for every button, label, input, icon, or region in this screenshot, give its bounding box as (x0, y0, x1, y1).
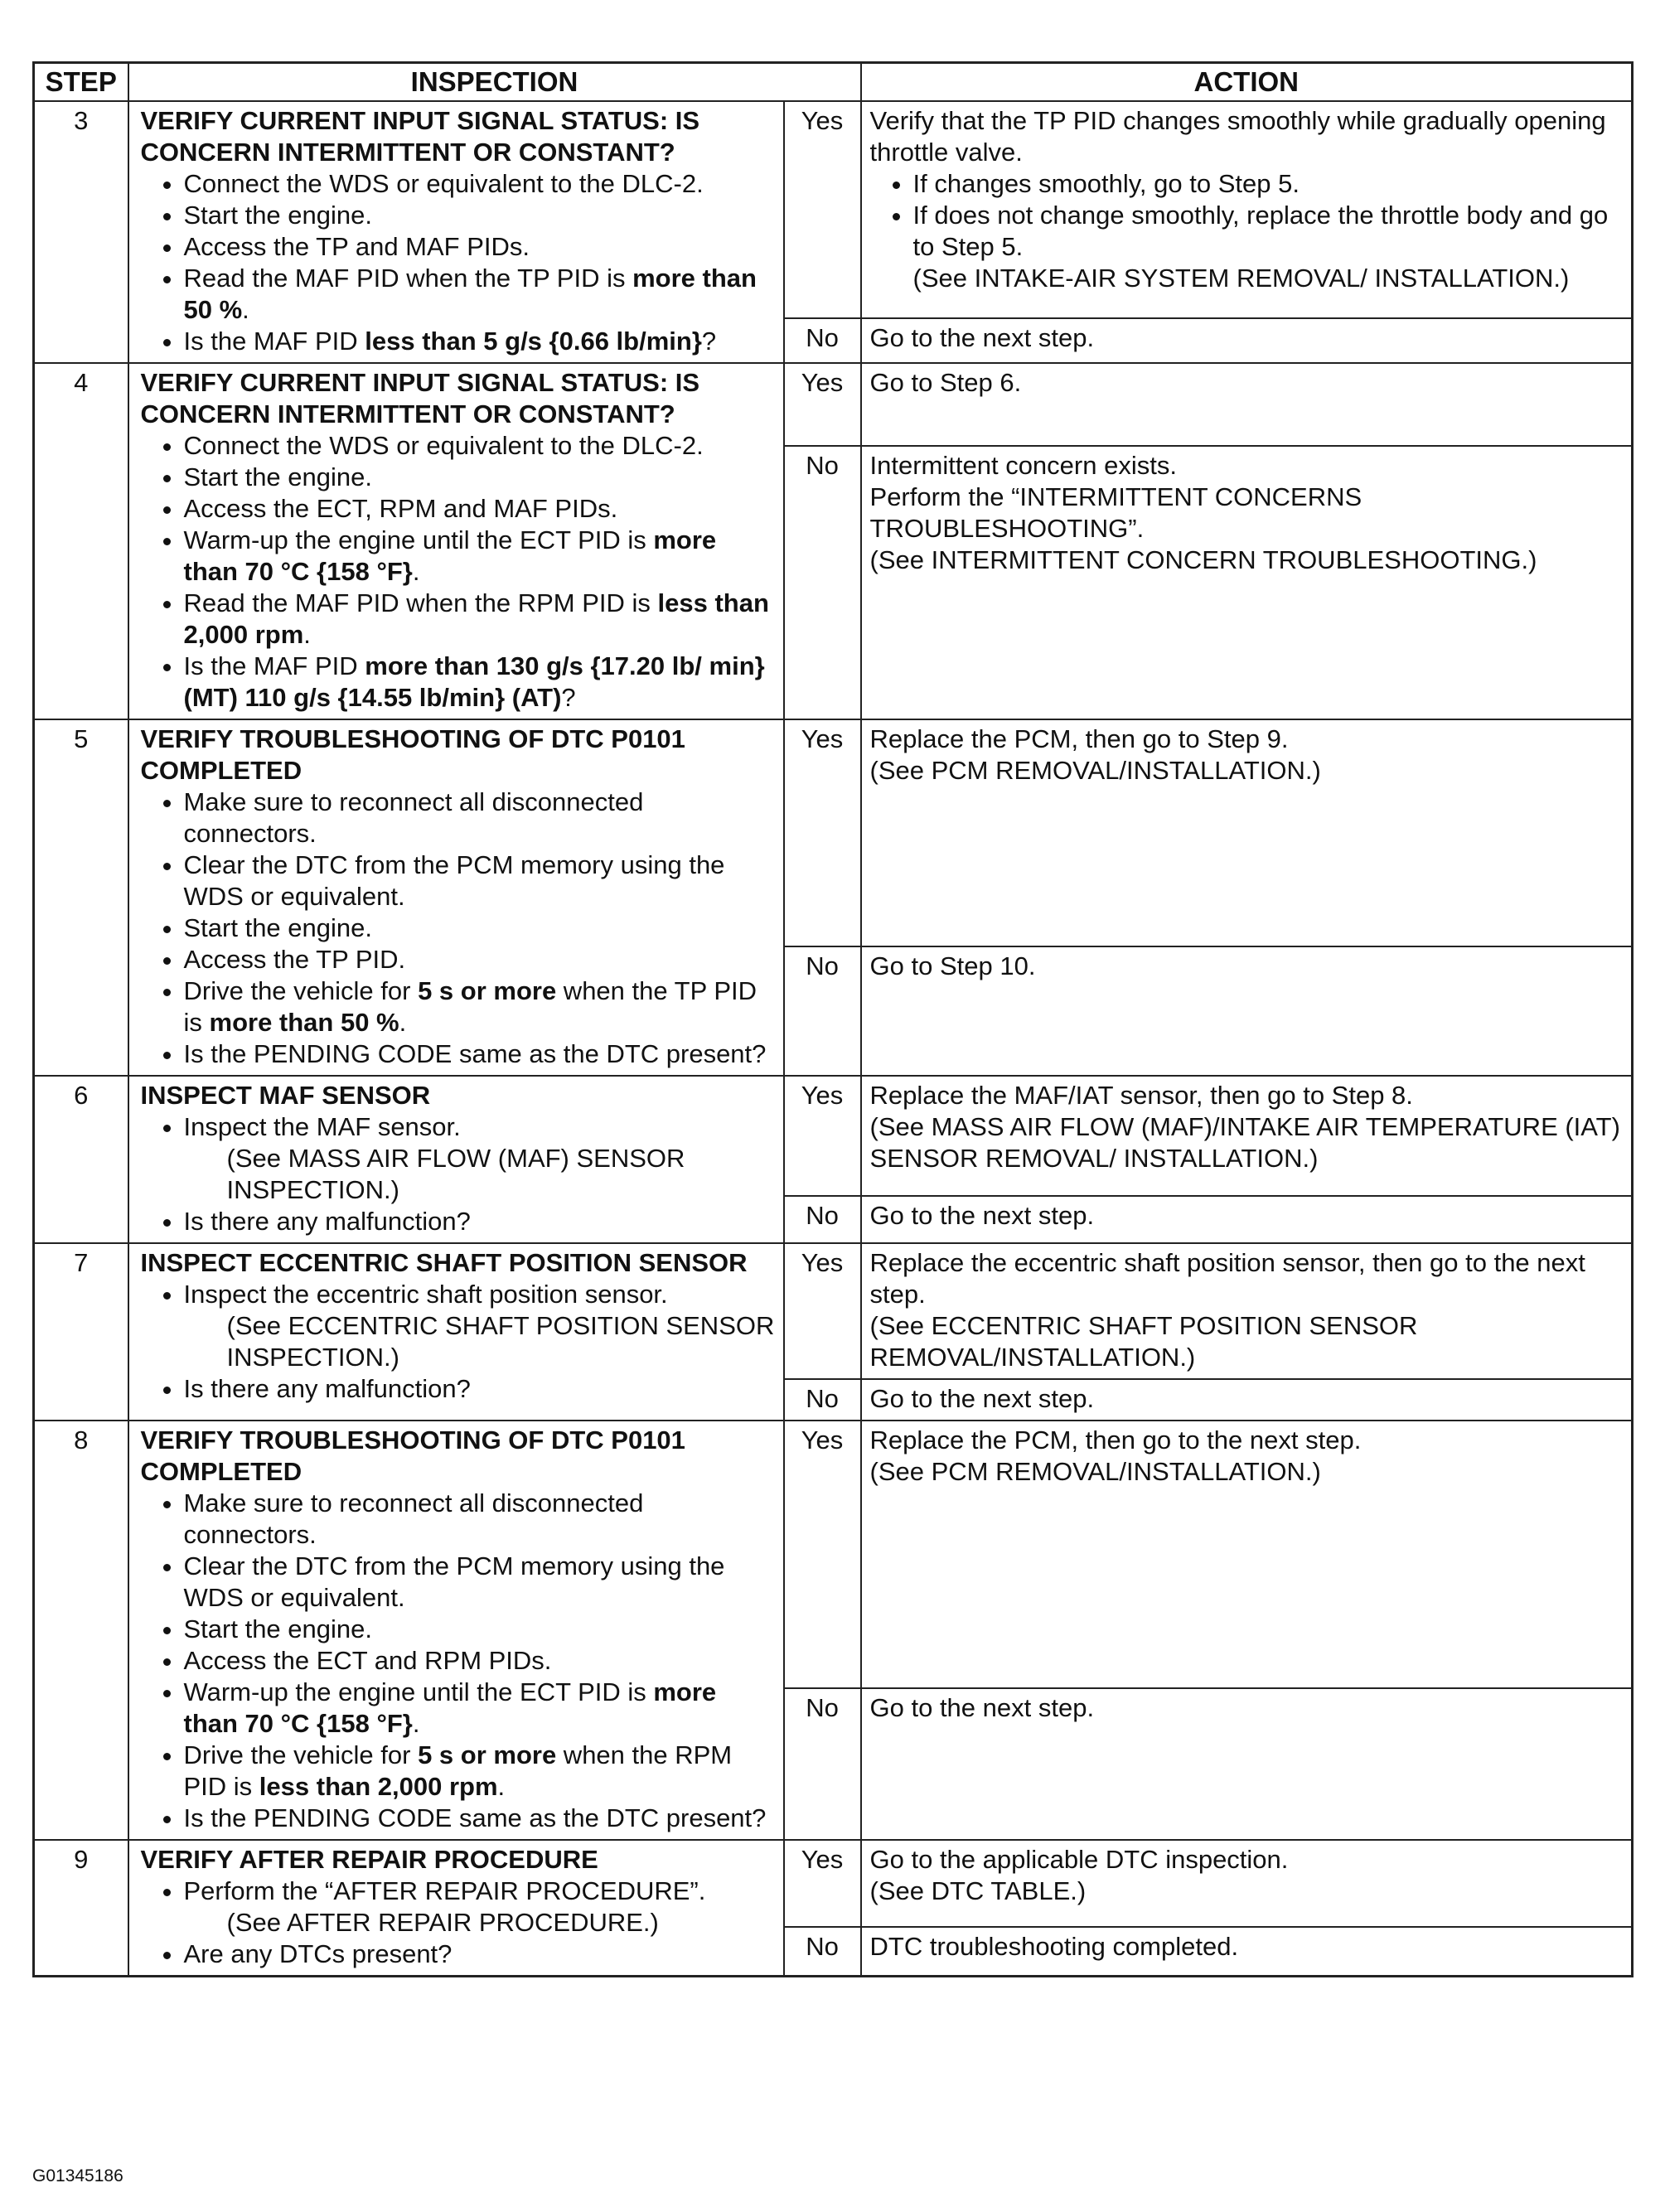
bullet-text: Access the TP PID. (183, 945, 406, 974)
bullet-text: Read the MAF PID when the RPM PID is (183, 588, 658, 617)
bullet-text: Is there any malfunction? (183, 1207, 471, 1236)
bullet-text: ? (561, 683, 576, 712)
inspection-bullet (184, 1677, 775, 1740)
table-row (34, 1243, 1633, 1379)
table-row (34, 1840, 1633, 1927)
action-cell (861, 1421, 1633, 1688)
action-text: Replace the eccentric shaft position sensor, then go to the next step. (869, 1248, 1585, 1309)
table-row (34, 1076, 1633, 1196)
inspection-bullets (141, 1876, 775, 1970)
inspection-cell (128, 1421, 784, 1840)
inspection-bullet (184, 525, 775, 588)
inspection-bullet (184, 326, 775, 357)
action-text: Verify that the TP PID changes smoothly while gradually opening throttle valve. (869, 106, 1606, 167)
bullet-bold-text: less than 2,000 rpm (183, 588, 769, 649)
bullet-text: Inspect the eccentric shaft position sensor. (183, 1280, 668, 1309)
bullet-text: ? (701, 327, 717, 356)
result-label: No (784, 446, 861, 719)
inspection-bullet (184, 944, 775, 975)
inspection-bullet (184, 912, 775, 944)
inspection-bullet (184, 430, 775, 462)
inspection-bullet (184, 1740, 775, 1803)
figure-caption: G01345186 (32, 2166, 123, 2185)
bullet-text: Access the ECT and RPM PIDs. (183, 1646, 552, 1675)
step-header: STEP (34, 63, 128, 102)
result-label: No (784, 318, 861, 363)
inspection-bullet (184, 588, 775, 651)
action-header: ACTION (861, 63, 1633, 102)
result-label: No (784, 1379, 861, 1421)
action-cell (861, 1243, 1633, 1379)
result-label: No (784, 1196, 861, 1243)
action-bullet: • If does not change smoothly, replace the throttle body and go to Step 5. (913, 200, 1624, 263)
bullet-text: Start the engine. (183, 1614, 372, 1643)
bullet-text: Drive the vehicle for (183, 1740, 419, 1769)
inspection-bullet (184, 263, 775, 326)
inspection-bullets (141, 168, 775, 357)
bullet-bold-text: 5 s or more (418, 1740, 557, 1769)
inspection-cell (128, 363, 784, 719)
action-text: Perform the “INTERMITTENT CONCERNS TROUBLESHOOTING”. (869, 482, 1362, 544)
action-cell (861, 1927, 1633, 1977)
bullet-text: . (412, 1709, 420, 1738)
bullet-text: . (399, 1008, 407, 1037)
inspection-bullet (184, 1488, 775, 1551)
action-text: (See MASS AIR FLOW (MAF)/INTAKE AIR TEMPERATURE (IAT) SENSOR REMOVAL/ INSTALLATION.) (869, 1112, 1620, 1173)
action-cell (861, 1840, 1633, 1927)
result-label: Yes (784, 1243, 861, 1379)
bullet-text: Clear the DTC from the PCM memory using the WDS or equivalent. (183, 850, 725, 911)
action-bullet: • If changes smoothly, go to Step 5. (913, 168, 1624, 200)
action-text: (See DTC TABLE.) (869, 1876, 1087, 1905)
inspection-bullet (184, 1373, 775, 1405)
action-text: (See INTERMITTENT CONCERN TROUBLESHOOTING.) (869, 545, 1537, 575)
inspection-bullet (184, 975, 775, 1038)
inspection-bullet (184, 1876, 775, 1939)
bullet-bold-text: more than 130 g/s {17.20 lb/ min} (MT) 110 g/s {14.55 lb/min} (AT) (183, 651, 765, 712)
action-text: Go to Step 6. (869, 368, 1022, 397)
bullet-text: Connect the WDS or equivalent to the DLC-2. (183, 169, 704, 198)
inspection-cell (128, 719, 784, 1076)
action-text: (See ECCENTRIC SHAFT POSITION SENSOR REMOVAL/INSTALLATION.) (869, 1311, 1418, 1372)
inspection-bullet (184, 1551, 775, 1614)
bullet-text: Start the engine. (183, 462, 372, 491)
action-cell (861, 1688, 1633, 1840)
bullet-text: Warm-up the engine until the ECT PID is (183, 1677, 654, 1706)
bullet-text: Access the ECT, RPM and MAF PIDs. (183, 494, 618, 523)
inspection-bullet (184, 168, 775, 200)
inspection-cell (128, 1840, 784, 1977)
troubleshooting-table (32, 61, 1634, 1977)
inspection-bullet (184, 787, 775, 849)
bullet-bold-text: 5 s or more (418, 976, 557, 1005)
inspection-bullet (184, 1645, 775, 1677)
action-text: Go to the next step. (869, 1692, 1095, 1722)
inspection-title: VERIFY CURRENT INPUT SIGNAL STATUS: IS CONCERN INTERMITTENT OR CONSTANT? (140, 106, 700, 167)
inspection-header: INSPECTION (128, 63, 861, 102)
table-row (34, 719, 1633, 946)
bullet-text: Warm-up the engine until the ECT PID is (183, 525, 654, 554)
bullet-text: . (497, 1772, 506, 1801)
action-cell (861, 946, 1633, 1076)
bullet-reference: (See ECCENTRIC SHAFT POSITION SENSOR INSPECTION.) (226, 1311, 775, 1372)
action-text: Replace the PCM, then go to the next step. (869, 1425, 1362, 1454)
inspection-bullet (184, 462, 775, 493)
inspection-title: VERIFY TROUBLESHOOTING OF DTC P0101 COMPLETED (140, 1425, 685, 1486)
action-cell (861, 719, 1633, 946)
bullet-reference: (See AFTER REPAIR PROCEDURE.) (226, 1908, 659, 1937)
bullet-bold-text: less than 2,000 rpm (259, 1772, 498, 1801)
bullet-text: when the RPM PID is (183, 1740, 733, 1801)
inspection-bullet (184, 1038, 775, 1070)
action-text: Go to the applicable DTC inspection. (869, 1845, 1289, 1874)
inspection-title: VERIFY AFTER REPAIR PROCEDURE (140, 1845, 598, 1874)
inspection-bullet (184, 1111, 775, 1206)
inspection-bullet (184, 1206, 775, 1237)
header-row (34, 63, 1633, 102)
table-row (34, 101, 1633, 318)
bullet-bold-text: more than 50 % (183, 264, 757, 324)
bullet-bold-text: less than 5 g/s {0.66 lb/min} (365, 327, 702, 356)
inspection-cell (128, 101, 784, 363)
bullet-text: when the TP PID is (183, 976, 757, 1037)
table-body (34, 101, 1633, 1977)
step-number: 3 (34, 101, 128, 363)
bullet-text: Start the engine. (183, 913, 372, 942)
bullet-text: Make sure to reconnect all disconnected connectors. (183, 1488, 644, 1549)
inspection-bullet (184, 1279, 775, 1373)
bullet-text: Clear the DTC from the PCM memory using the WDS or equivalent. (183, 1551, 725, 1612)
bullet-reference: (See MASS AIR FLOW (MAF) SENSOR INSPECTION.) (226, 1144, 685, 1204)
action-text: Replace the PCM, then go to Step 9. (869, 724, 1289, 753)
result-label: No (784, 1688, 861, 1840)
action-cell (861, 1379, 1633, 1421)
action-text: Replace the MAF/IAT sensor, then go to Step 8. (869, 1081, 1413, 1110)
bullet-text: Drive the vehicle for (183, 976, 419, 1005)
action-cell (861, 101, 1633, 318)
action-bullets (870, 168, 1624, 263)
bullet-bold-text: more than 70 °C {158 °F} (183, 525, 717, 586)
action-text: Go to Step 10. (869, 951, 1036, 981)
inspection-bullet (184, 651, 775, 714)
step-number: 7 (34, 1243, 128, 1421)
bullet-text: Perform the “AFTER REPAIR PROCEDURE”. (183, 1876, 706, 1905)
result-label: Yes (784, 1421, 861, 1688)
inspection-bullet (184, 1614, 775, 1645)
inspection-bullet (184, 1803, 775, 1834)
step-number: 5 (34, 719, 128, 1076)
inspection-bullet (184, 849, 775, 912)
table-row (34, 1421, 1633, 1688)
result-label: Yes (784, 363, 861, 446)
action-cell (861, 1076, 1633, 1196)
inspection-title: INSPECT ECCENTRIC SHAFT POSITION SENSOR (140, 1248, 748, 1277)
step-number: 9 (34, 1840, 128, 1977)
bullet-text: Access the TP and MAF PIDs. (183, 232, 530, 261)
bullet-text: Inspect the MAF sensor. (183, 1112, 461, 1141)
inspection-bullets (141, 787, 775, 1070)
inspection-bullets (141, 1488, 775, 1834)
bullet-text: Is the PENDING CODE same as the DTC present? (183, 1039, 767, 1068)
result-label: Yes (784, 1076, 861, 1196)
action-cell (861, 446, 1633, 719)
inspection-bullet (184, 231, 775, 263)
result-label: Yes (784, 101, 861, 318)
inspection-bullet (184, 1939, 775, 1970)
inspection-bullets (141, 430, 775, 714)
bullet-bold-text: more than 70 °C {158 °F} (183, 1677, 717, 1738)
action-text: DTC troubleshooting completed. (869, 1931, 1239, 1961)
bullet-text: . (303, 620, 311, 649)
action-cell (861, 363, 1633, 446)
action-text: Go to the next step. (869, 322, 1095, 352)
bullet-text: Connect the WDS or equivalent to the DLC-2. (183, 431, 704, 460)
action-text: Go to the next step. (869, 1384, 1095, 1413)
result-label: No (784, 1927, 861, 1977)
bullet-text: . (412, 557, 420, 586)
bullet-text: Are any DTCs present? (183, 1939, 453, 1968)
step-number: 8 (34, 1421, 128, 1840)
bullet-text: Start the engine. (183, 201, 372, 230)
action-text: Intermittent concern exists. (869, 451, 1177, 481)
bullet-text: Is the PENDING CODE same as the DTC present? (183, 1803, 767, 1832)
bullet-text: Is the MAF PID (183, 327, 365, 356)
inspection-title: INSPECT MAF SENSOR (140, 1081, 431, 1110)
inspection-title: VERIFY CURRENT INPUT SIGNAL STATUS: IS CONCERN INTERMITTENT OR CONSTANT? (140, 368, 700, 428)
step-number: 6 (34, 1076, 128, 1243)
bullet-bold-text: more than 50 % (209, 1008, 399, 1037)
bullet-text: Read the MAF PID when the TP PID is (183, 264, 633, 293)
table-row (34, 363, 1633, 446)
bullet-text: . (242, 295, 249, 324)
inspection-bullets (141, 1111, 775, 1237)
action-cell (861, 318, 1633, 363)
bullet-text: Is there any malfunction? (183, 1374, 471, 1403)
inspection-bullet (184, 493, 775, 525)
action-cell (861, 1196, 1633, 1243)
action-text: (See PCM REMOVAL/INSTALLATION.) (869, 1457, 1321, 1486)
bullet-text: Make sure to reconnect all disconnected connectors. (183, 787, 644, 848)
result-label: Yes (784, 1840, 861, 1927)
action-text: Go to the next step. (869, 1200, 1095, 1230)
action-text: (See PCM REMOVAL/INSTALLATION.) (869, 756, 1321, 785)
result-label: No (784, 946, 861, 1076)
action-reference: (See INTAKE-AIR SYSTEM REMOVAL/ INSTALLATION.) (912, 264, 1570, 293)
inspection-bullets (141, 1279, 775, 1405)
inspection-bullet (184, 200, 775, 231)
bullet-text: Is the MAF PID (183, 651, 365, 680)
inspection-cell (128, 1076, 784, 1243)
inspection-cell (128, 1243, 784, 1421)
step-number: 4 (34, 363, 128, 719)
inspection-title: VERIFY TROUBLESHOOTING OF DTC P0101 COMPLETED (140, 724, 685, 785)
result-label: Yes (784, 719, 861, 946)
